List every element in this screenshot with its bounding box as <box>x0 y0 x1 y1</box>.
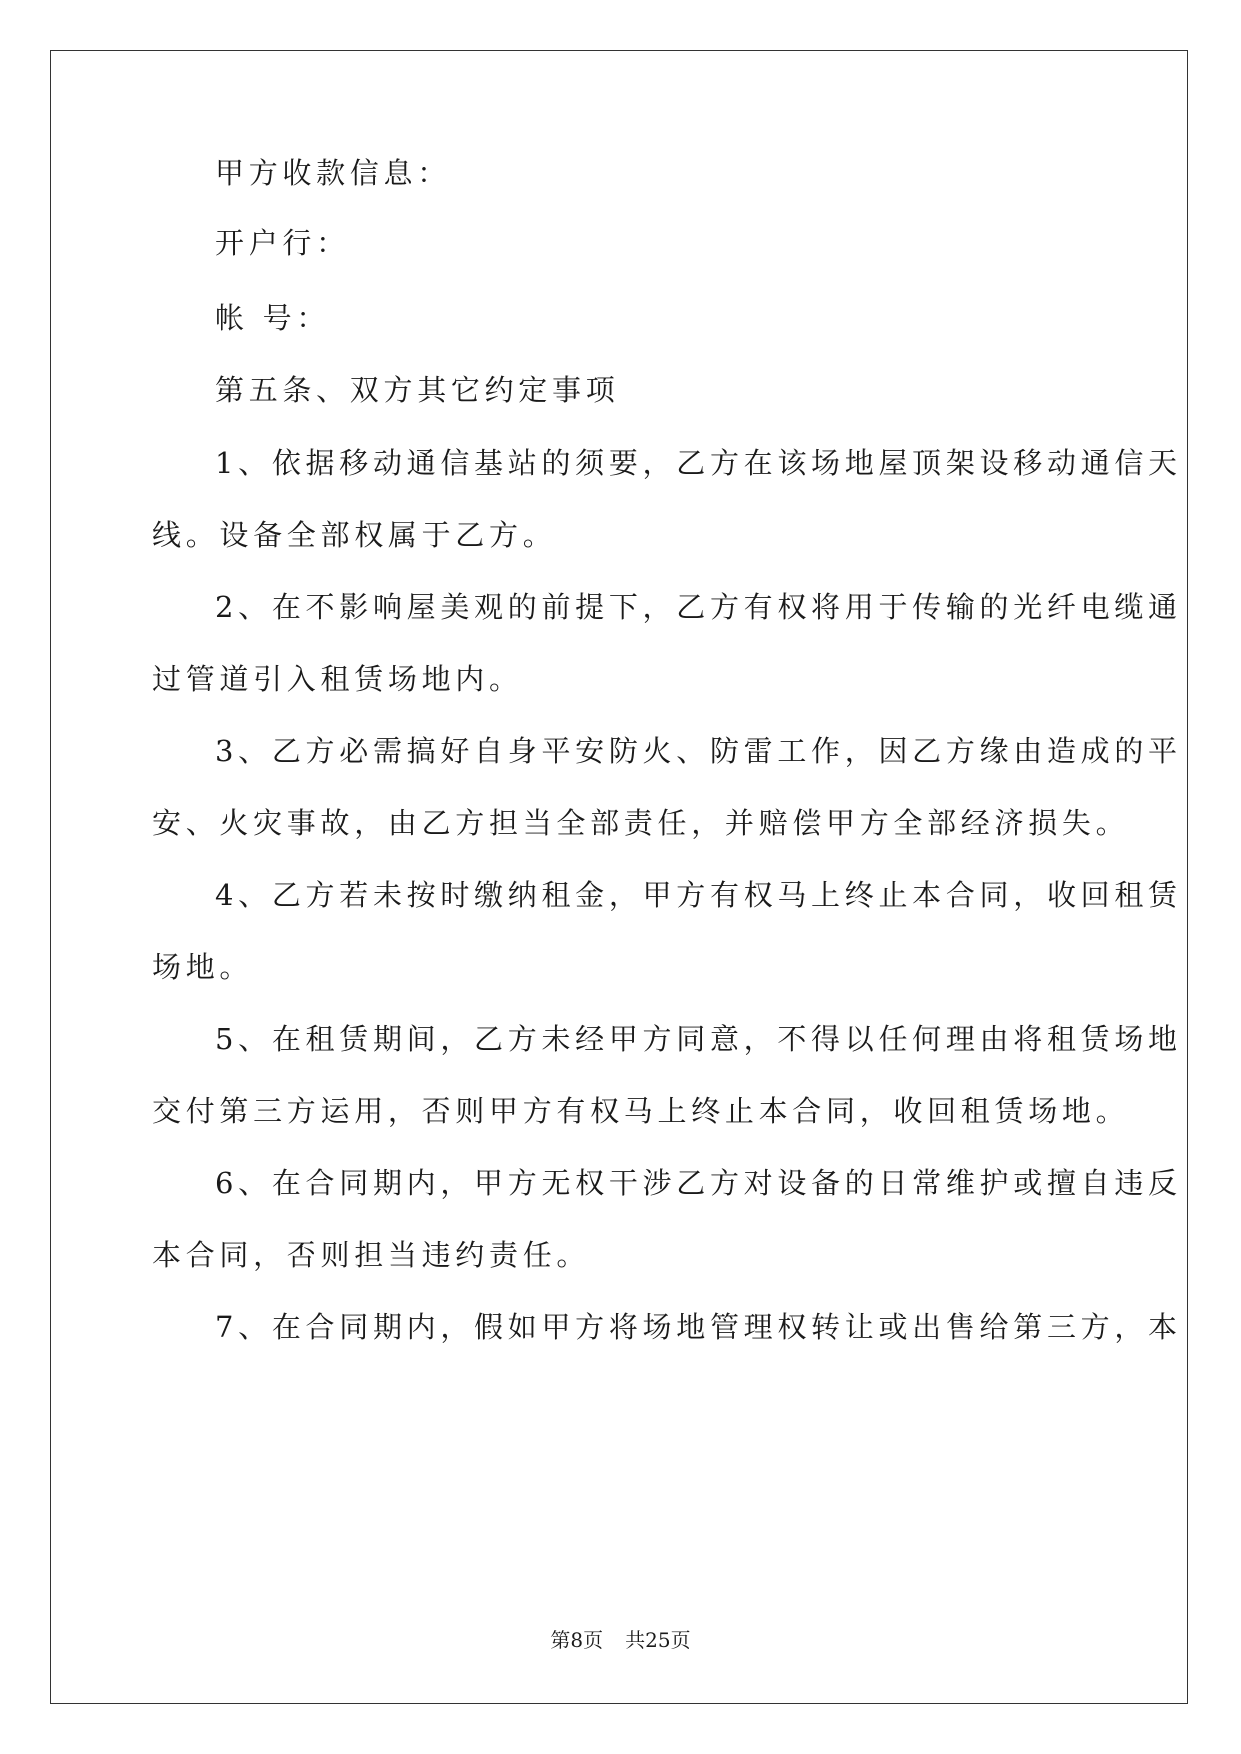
clause-2-line-1: 2、在不影响屋美观的前提下，乙方有权将用于传输的光纤电缆通 <box>215 590 1182 624</box>
clause-4-line-2: 场地。 <box>152 950 254 984</box>
clause-1-line-1: 1、依据移动通信基站的须要，乙方在该场地屋顶架设移动通信天 <box>215 446 1182 480</box>
section-heading-article-5: 第五条、双方其它约定事项 <box>215 373 620 407</box>
clause-1-line-2: 线。设备全部权属于乙方。 <box>152 518 557 552</box>
clause-7-line-1: 7、在合同期内，假如甲方将场地管理权转让或出售给第三方，本 <box>215 1310 1182 1344</box>
paragraph-payee-info: 甲方收款信息： <box>215 156 451 190</box>
clause-6-line-2: 本合同，否则担当违约责任。 <box>152 1238 591 1272</box>
page-number-current: 第8页 <box>550 1628 604 1652</box>
page-footer <box>0 1628 1241 1652</box>
clause-4-line-1: 4、乙方若未按时缴纳租金，甲方有权马上终止本合同，收回租赁 <box>215 878 1182 912</box>
clause-5-line-1: 5、在租赁期间，乙方未经甲方同意，不得以任何理由将租赁场地 <box>215 1022 1182 1056</box>
paragraph-bank: 开户行： <box>215 226 350 260</box>
clause-2-line-2: 过管道引入租赁场地内。 <box>152 662 523 696</box>
clause-3-line-1: 3、乙方必需搞好自身平安防火、防雷工作，因乙方缘由造成的平 <box>215 734 1182 768</box>
clause-5-line-2: 交付第三方运用，否则甲方有权马上终止本合同，收回租赁场地。 <box>152 1094 1130 1128</box>
page-number-total: 共25页 <box>625 1628 691 1652</box>
paragraph-account: 帐 号： <box>215 301 331 335</box>
clause-3-line-2: 安、火灾事故，由乙方担当全部责任，并赔偿甲方全部经济损失。 <box>152 806 1130 840</box>
clause-6-line-1: 6、在合同期内，甲方无权干涉乙方对设备的日常维护或擅自违反 <box>215 1166 1182 1200</box>
